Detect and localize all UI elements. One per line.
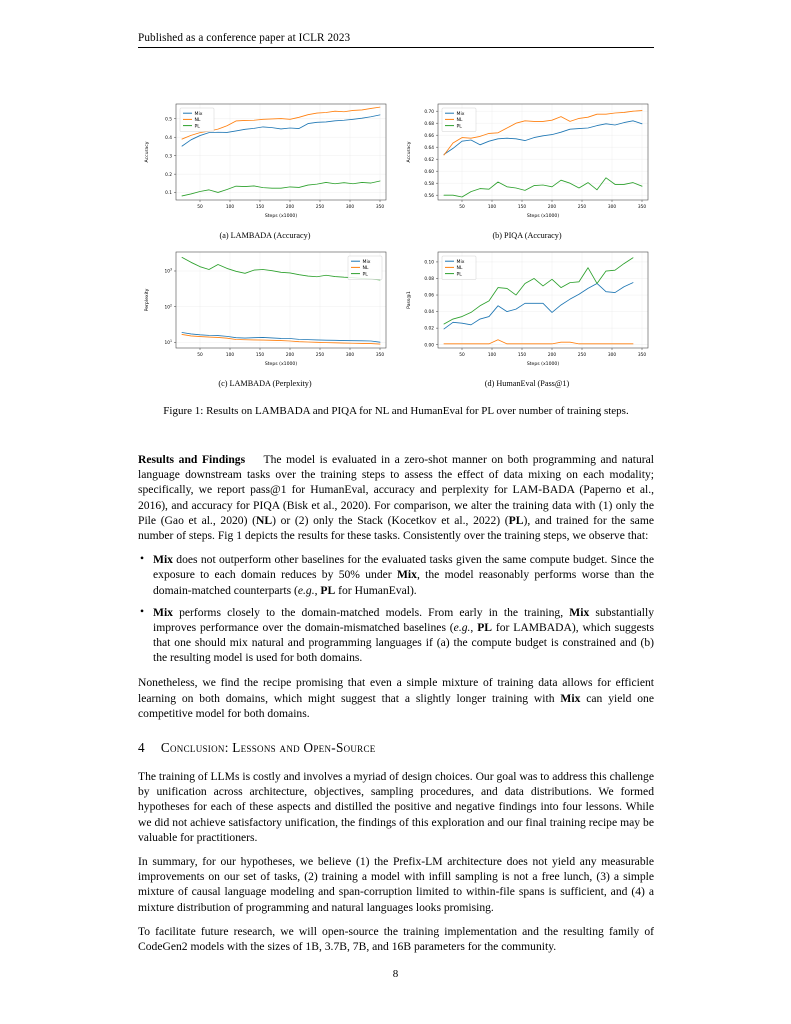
svg-text:350: 350: [375, 205, 385, 210]
svg-text:250: 250: [577, 353, 587, 358]
subcaption-d: (d) HumanEval (Pass@1): [484, 379, 570, 388]
svg-text:0.4: 0.4: [165, 135, 172, 141]
svg-text:103: $10^3$: [164, 267, 172, 275]
chart-humaneval-pass1: [400, 244, 654, 376]
subfigure-a: [138, 96, 392, 240]
svg-text:NL: NL: [362, 266, 369, 272]
chart-lambada-perplexity: [138, 244, 392, 376]
svg-text:200: 200: [547, 205, 557, 210]
svg-text:50: 50: [197, 205, 203, 210]
svg-text:0.70: 0.70: [424, 109, 434, 115]
svg-text:0.5: 0.5: [165, 117, 172, 123]
svg-text:0.56: 0.56: [424, 193, 434, 199]
svg-text:250: 250: [315, 205, 325, 210]
svg-text:PL: PL: [362, 272, 368, 278]
subcaption-b: (b) PIQA (Accuracy): [492, 231, 562, 240]
svg-text:100: 100: [487, 205, 497, 210]
svg-text:NL: NL: [456, 266, 463, 272]
svg-text:100: 100: [487, 353, 497, 358]
bullet-2-text: Mix performs closely to the domain-matched models. From early in the training, Mix substantially improves performance over the domain-mismatched baselines (e.g., PL for LAMBADA), which suggests that one should mix natural and programming languages if (a) the compute budget is constrained and (b) the resulting model is used for both domains.: [153, 605, 654, 665]
svg-text:300: 300: [345, 205, 355, 210]
svg-text:Mix: Mix: [456, 111, 465, 117]
svg-text:200: 200: [285, 205, 295, 210]
figure-caption: Figure 1: Results on LAMBADA and PIQA for NL and HumanEval for PL over number of training steps.: [163, 405, 629, 417]
svg-text:350: 350: [637, 205, 647, 210]
bullet-dot-icon: •: [140, 552, 145, 566]
header-rule: [138, 47, 654, 48]
findings-list: [138, 552, 654, 665]
list-item: [138, 552, 654, 598]
section-title: Conclusion: Lessons and Open-Source: [160, 740, 376, 755]
svg-text:150: 150: [255, 353, 265, 358]
svg-text:0.60: 0.60: [424, 169, 434, 175]
svg-text:0.66: 0.66: [424, 133, 434, 139]
results-and-findings-paragraph: [138, 452, 654, 543]
svg-text:150: 150: [517, 353, 527, 358]
svg-text:0.04: 0.04: [424, 310, 434, 316]
svg-text:350: 350: [375, 353, 385, 358]
svg-text:0.10: 0.10: [424, 260, 434, 266]
figure-1: [138, 96, 654, 419]
svg-text:Steps (x1000): Steps (x1000): [264, 362, 298, 367]
svg-text:102: $10^2$: [164, 303, 172, 311]
svg-text:Mix: Mix: [362, 259, 371, 265]
svg-text:300: 300: [345, 353, 355, 358]
chart-lambada-accuracy: [138, 96, 392, 228]
svg-text:100: 100: [225, 353, 235, 358]
svg-text:PL: PL: [456, 272, 462, 278]
results-heading: Results and Findings: [138, 453, 246, 466]
svg-text:350: 350: [637, 353, 647, 358]
svg-text:Accuracy: Accuracy: [407, 141, 412, 163]
svg-text:0.62: 0.62: [424, 157, 434, 163]
svg-text:Pass@1: Pass@1: [407, 291, 412, 309]
subfigure-b: [400, 96, 654, 240]
svg-text:300: 300: [607, 205, 617, 210]
svg-text:NL: NL: [456, 118, 463, 124]
svg-text:150: 150: [517, 205, 527, 210]
svg-text:Steps (x1000): Steps (x1000): [526, 214, 560, 219]
bullet-dot-icon: •: [140, 604, 145, 618]
svg-text:0.64: 0.64: [424, 145, 434, 151]
svg-text:0.1: 0.1: [165, 191, 172, 197]
svg-text:300: 300: [607, 353, 617, 358]
svg-text:50: 50: [197, 353, 203, 358]
svg-text:50: 50: [459, 353, 465, 358]
svg-text:100: 100: [225, 205, 235, 210]
svg-text:50: 50: [459, 205, 465, 210]
svg-text:PL: PL: [456, 124, 462, 130]
svg-text:0.06: 0.06: [424, 293, 434, 299]
nonetheless-paragraph: [138, 675, 654, 721]
svg-text:Perplexity: Perplexity: [145, 288, 150, 312]
svg-text:NL: NL: [194, 118, 201, 124]
svg-text:250: 250: [577, 205, 587, 210]
conclusion-paragraph-2: In summary, for our hypotheses, we believe (1) the Prefix-LM architecture does not yield any measurable improvements on our set of tasks, (2) training a model with infill sampling is not a free lunch, (3) a simple mixture of causal language modeling and span-corruption limited to within-file spans is sufficient, and (4) a mixture distribution of programming and natural languages looks promising.: [138, 854, 654, 914]
chart-piqa-accuracy: [400, 96, 654, 228]
svg-text:101: $10^1$: [164, 339, 172, 347]
svg-text:0.00: 0.00: [424, 343, 434, 349]
svg-text:Steps (x1000): Steps (x1000): [526, 362, 560, 367]
page-number: 8: [392, 968, 399, 980]
svg-text:0.68: 0.68: [424, 121, 434, 127]
subcaption-c: (c) LAMBADA (Perplexity): [218, 379, 312, 388]
svg-text:0.3: 0.3: [165, 154, 172, 160]
nonetheless-text: Nonetheless, we find the recipe promising that even a simple mixture of training data allows for efficient learning on both domains, which might suggest that a slightly longer training with Mix can yield one competitive model for both domains.: [138, 676, 654, 720]
subfigure-d: [400, 244, 654, 388]
svg-text:Mix: Mix: [456, 259, 465, 265]
section-heading-conclusion: [138, 740, 654, 756]
svg-text:PL: PL: [194, 124, 200, 130]
svg-text:150: 150: [255, 205, 265, 210]
svg-text:Accuracy: Accuracy: [145, 141, 150, 163]
figure-grid: [138, 96, 654, 388]
bullet-1-text: Mix does not outperform other baselines for the evaluated tasks given the same compute budget. Since the exposure to each domain reduces by 50% under Mix, the model reasonably performs worse than the domain-matched counterparts (e.g., PL for HumanEval).: [153, 553, 654, 597]
conclusion-paragraph-3: To facilitate future research, we will open-source the training implementation and the resulting family of CodeGen2 models with the sizes of 1B, 3.7B, 7B, and 16B parameters for the community.: [138, 924, 654, 953]
svg-text:200: 200: [285, 353, 295, 358]
results-paragraph-text: The model is evaluated in a zero-shot manner on both programming and natural language downstream tasks over the training steps to assess the effect of data mixing on each modality; specifically, we report pass@1 for HumanEval, accuracy and perplexity for LAM-BADA (Paperno et al., 2016), and accuracy for PIQA (Bisk et al., 2020). For comparison, we alter the training data with (1) only the Pile (Gao et al., 2020) (NL) or (2) only the Stack (Kocetkov et al., 2022) (PL), and trained for the same number of steps. Fig 1 depicts the results for these tasks. Consistently over the training steps, we observe that:: [138, 453, 654, 542]
conclusion-paragraph-1: The training of LLMs is costly and involves a myriad of design choices. Our goal was to address this challenge by unification across architecture, objectives, sampling procedures, and data distributions. We formed hypotheses for each of these aspects and distilled the positive and negative findings into four lessons. While we did not achieve satisfactory unification, the findings of this exploration and our final training recipe may be valuable for practitioners.: [138, 770, 654, 844]
svg-text:0.08: 0.08: [424, 277, 434, 283]
svg-text:0.02: 0.02: [424, 326, 434, 332]
svg-text:0.2: 0.2: [165, 172, 172, 178]
svg-text:Mix: Mix: [194, 111, 203, 117]
section-number: 4: [138, 740, 145, 755]
subcaption-a: (a) LAMBADA (Accuracy): [219, 231, 311, 240]
svg-text:250: 250: [315, 353, 325, 358]
running-header: [138, 32, 654, 48]
subfigure-c: [138, 244, 392, 388]
svg-text:Steps (x1000): Steps (x1000): [264, 214, 298, 219]
body-content: [138, 452, 654, 963]
running-header-text: Published as a conference paper at ICLR 2023: [138, 32, 351, 44]
svg-text:0.58: 0.58: [424, 181, 434, 187]
list-item: [138, 605, 654, 666]
svg-text:200: 200: [547, 353, 557, 358]
